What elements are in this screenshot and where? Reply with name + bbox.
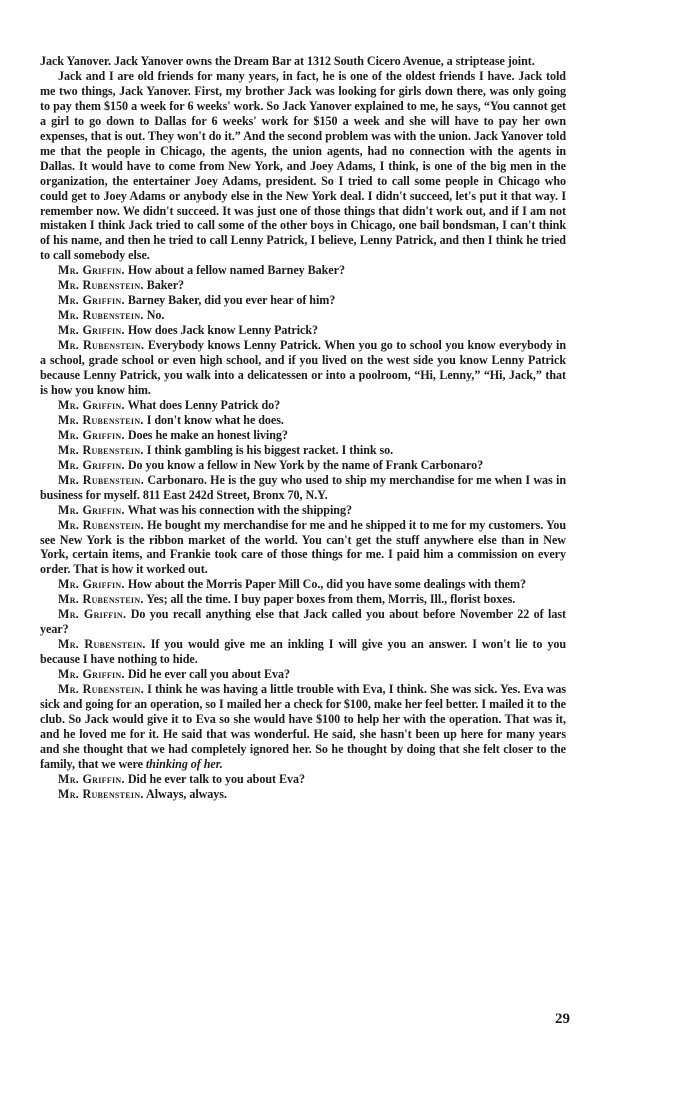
paragraph-8: Mr. Griffin. What does Lenny Patrick do?	[58, 397, 281, 412]
speaker-label: Mr. Rubenstein.	[58, 517, 144, 532]
paragraph-16: Mr. Griffin. How about the Morris Paper Mill Co., did you have some dealings with them?	[58, 577, 527, 592]
paragraph-7: Mr. Rubenstein. Everybody knows Lenny Patrick. When you go to school you know everybody in a school, grade school or even high school, and if you lived on the west side you know Lenny Patrick because Lenny Patrick, you walk into a delicatessen or into a poolroom, “Hi, Lenny,” “Hi, Jack,” that is how you know him.	[40, 338, 566, 397]
paragraph-18: Mr. Griffin. Do you recall anything else that Jack called you about before November 22 of last year?	[40, 607, 566, 637]
speaker-label: Mr. Griffin.	[58, 607, 127, 622]
paragraph-4: Mr. Griffin. Barney Baker, did you ever hear of him?	[58, 293, 336, 308]
paragraph-5: Mr. Rubenstein. No.	[58, 308, 165, 323]
paragraph-2: Mr. Griffin. How about a fellow named Barney Baker?	[58, 263, 345, 278]
paragraph-3: Mr. Rubenstein. Baker?	[58, 278, 185, 293]
speaker-label: Mr. Rubenstein.	[58, 278, 144, 293]
paragraph-19: Mr. Rubenstein. If you would give me an inkling I will give you an answer. I won't lie to you because I have nothing to hide.	[40, 637, 566, 667]
speaker-label: Mr. Rubenstein.	[58, 442, 144, 457]
paragraph-23: Mr. Rubenstein. Always, always.	[58, 786, 227, 801]
speaker-label: Mr. Griffin.	[58, 323, 125, 338]
speaker-label: Mr. Griffin.	[58, 502, 125, 517]
paragraph-10: Mr. Griffin. Does he make an honest living?	[58, 427, 288, 442]
paragraph-15: Mr. Rubenstein. He bought my merchandise for me and he shipped it to me for my customers. You see New York is the ribbon market of the world. You can't get the stuff anywhere else than in New York, certain items, and Frankie took care of those things for me. I paid him a commission on every order. That is how it worked out.	[40, 517, 567, 577]
speaker-label: Mr. Griffin.	[58, 577, 125, 592]
speaker-label: Mr. Rubenstein.	[58, 338, 145, 353]
speaker-label: Mr. Rubenstein.	[58, 472, 145, 487]
paragraph-9: Mr. Rubenstein. I don't know what he does.	[58, 412, 284, 427]
paragraph-20: Mr. Griffin. Did he ever call you about Eva?	[58, 667, 290, 682]
italic-phrase: thinking of her.	[145, 756, 223, 771]
speaker-label: Mr. Rubenstein.	[58, 637, 146, 652]
speaker-label: Mr. Griffin.	[58, 263, 125, 278]
paragraph-14: Mr. Griffin. What was his connection with the shipping?	[58, 502, 352, 517]
speaker-label: Mr. Griffin.	[58, 771, 125, 786]
speaker-label: Mr. Griffin.	[58, 293, 125, 308]
paragraph-1: Jack and I are old friends for many years, in fact, he is one of the oldest friends I have. Jack told me two things, Jack Yanover. First, my brother Jack was looking for girls down there, was only going to pay them $150 a week for 6 weeks' work. So Jack Yanover explained to me, he says, “You cannot get a girl to go down to Dallas for 6 weeks' work for $150 a week and she will have to pay her own expenses, that is out. They won't do it.” And the second problem was with the union. Jack Yanover told me that the people in Chicago, the agents, the union agents, had no connection with the agents in Dallas. It would have to come from New York, and Joey Adams, I think, is one of the big men in the organization, the entertainer Joey Adams, president. So I tried to call some people in Chicago who could get to Joey Adams or anybody else in the New York deal. I didn't succeed, let's put it that way. I remember now. We didn't succeed. It was just one of those things that didn't work out, and if I am not mistaken I think Jack tried to call some of the other boys in Chicago, one bail bondsman, I can't think of his name, and then he tried to call Lenny Patrick, I believe, Lenny Patrick, and then I think he tried to call somebody else.	[40, 68, 566, 263]
speaker-label: Mr. Griffin.	[58, 667, 125, 682]
paragraph-17: Mr. Rubenstein. Yes; all the time. I buy paper boxes from them, Morris, Ill., florist boxes.	[58, 592, 516, 607]
paragraph-22: Mr. Griffin. Did he ever talk to you about Eva?	[58, 771, 305, 786]
page-number: 29	[555, 1011, 570, 1027]
paragraph-11: Mr. Rubenstein. I think gambling is his biggest racket. I think so.	[58, 442, 394, 457]
speaker-label: Mr. Rubenstein.	[58, 308, 144, 323]
speaker-label: Mr. Griffin.	[58, 397, 125, 412]
paragraph-0: Jack Yanover. Jack Yanover owns the Dream Bar at 1312 South Cicero Avenue, a striptease joint.	[40, 54, 535, 68]
speaker-label: Mr. Rubenstein.	[58, 592, 144, 607]
paragraph-21: Mr. Rubenstein. I think he was having a little trouble with Eva, I think. She was sick. Yes. Eva was sick and going for an operation, so I mailed her a check for $100, make her feel better. I mailed it to the club. So Jack would give it to Eva so she would have $100 to help her with the operation. That was it, and he loved me for it. He said that was wonderful. He said, she hasn't been up here for many years and she thought that we had completely ignored her. So he thought by doing that she felt closer to the family, that we were thinking of her.	[40, 682, 566, 771]
paragraph-6: Mr. Griffin. How does Jack know Lenny Patrick?	[58, 323, 318, 338]
speaker-label: Mr. Griffin.	[58, 457, 125, 472]
speaker-label: Mr. Rubenstein.	[58, 786, 144, 801]
speaker-label: Mr. Griffin.	[58, 427, 125, 442]
speaker-label: Mr. Rubenstein.	[58, 412, 144, 427]
testimony-text	[40, 54, 566, 802]
paragraph-12: Mr. Griffin. Do you know a fellow in New York by the name of Frank Carbonaro?	[58, 457, 484, 472]
speaker-label: Mr. Rubenstein.	[58, 682, 144, 697]
paragraph-13: Mr. Rubenstein. Carbonaro. He is the guy who used to ship my merchandise for me when I was in business for myself. 811 East 242d Street, Bronx 70, N.Y.	[40, 472, 566, 502]
